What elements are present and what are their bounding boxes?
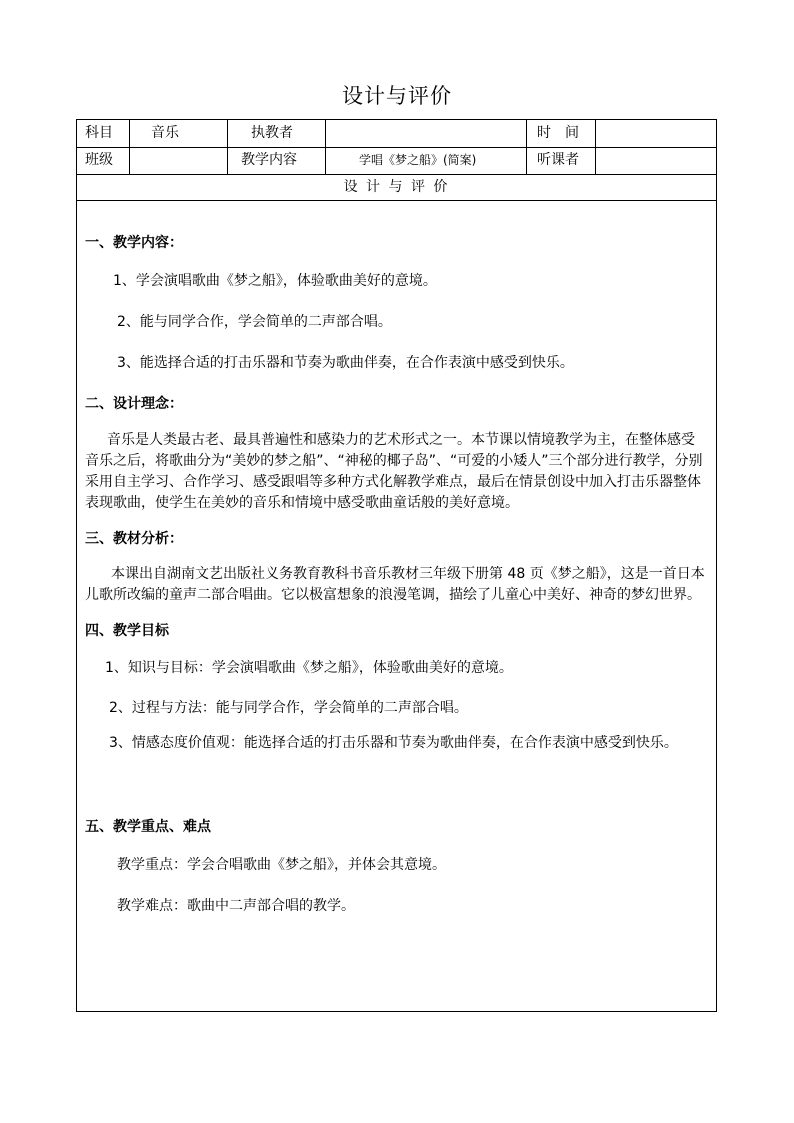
concept-paragraph: 音乐是人类最古老、最具普遍性和感染力的艺术形式之一。本节课以情境教学为主，在整体感受音乐之后，将歌曲分为“美妙的梦之船”、“神秘的椰子岛”、“可爱的小矮人”三个部分进行教学，分别采用自主学习、合作学习、感受跟唱等多种方式化解教学难点，最后在情景创设中加入打击乐器整体表现歌曲，使学生在美妙的音乐和情境中感受歌曲童话般的美好意境。: [85, 432, 703, 511]
content-item: 1、学会演唱歌曲《梦之船》，体验歌曲美好的意境。: [113, 273, 437, 289]
col-divider: [526, 120, 527, 174]
class-label: 班级: [85, 152, 113, 168]
document-title: 设计与评价: [342, 84, 452, 108]
objective-item: 3、情感态度价值观：能选择合适的打击乐器和节奏为歌曲伴奏，在合作表演中感受到快乐。: [109, 735, 678, 751]
subject-label: 科目: [85, 125, 113, 141]
objective-item: 1、知识与目标：学会演唱歌曲《梦之船》，体验歌曲美好的意境。: [105, 660, 513, 676]
heading-material: 三、教材分析：: [85, 531, 183, 547]
time-label: 时 间: [537, 125, 579, 141]
heading-keypoints: 五、教学重点、难点: [85, 819, 211, 835]
heading-content: 一、教学内容：: [85, 235, 183, 251]
col-divider: [595, 120, 596, 174]
heading-objectives: 四、教学目标: [85, 623, 169, 639]
material-paragraph: 本课出自湖南文艺出版社义务教育教科书音乐教材三年级下册第 48 页《梦之船》，这是一首日本儿歌所改编的童声二部合唱曲。它以极富想象的浪漫笔调，描绘了儿童心中美好、神奇的梦幻世界。: [85, 566, 705, 603]
col-divider: [325, 120, 326, 174]
content-item: 2、能与同学合作，学会简单的二声部合唱。: [117, 314, 392, 330]
col-divider: [129, 120, 130, 174]
subject-value: 音乐: [151, 125, 179, 141]
section-banner: 设 计 与 评 价: [343, 179, 450, 195]
objective-item: 2、过程与方法：能与同学合作，学会简单的二声部合唱。: [109, 700, 468, 716]
content-label: 教学内容: [241, 152, 297, 168]
lesson-body: [77, 202, 716, 915]
listener-label: 听课者: [537, 152, 579, 168]
lesson-form: [76, 119, 717, 1012]
row-divider: [77, 200, 716, 201]
keypoint-item: 教学难点：歌曲中二声部合唱的教学。: [117, 898, 355, 914]
content-value: 学唱《梦之船》(简案): [359, 153, 477, 167]
content-item: 3、能选择合适的打击乐器和节奏为歌曲伴奏，在合作表演中感受到快乐。: [117, 355, 574, 371]
teacher-label: 执教者: [251, 125, 293, 141]
heading-concept: 二、设计理念：: [85, 396, 183, 412]
col-divider: [227, 120, 228, 174]
keypoint-item: 教学重点：学会合唱歌曲《梦之船》，并体会其意境。: [117, 857, 446, 873]
